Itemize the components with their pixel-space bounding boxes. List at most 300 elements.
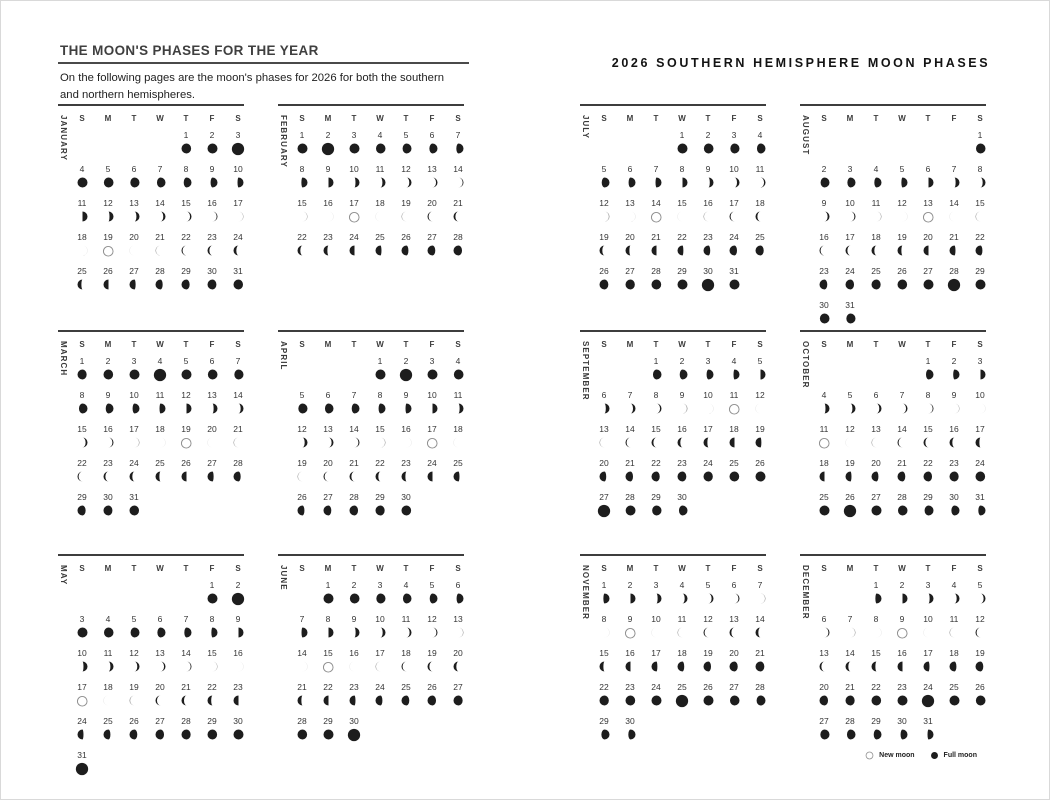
weekday-header: M <box>846 340 854 349</box>
day-cell <box>225 130 251 157</box>
full-moon-icon <box>398 367 414 383</box>
day-number: 11 <box>103 648 113 658</box>
day-cell <box>889 232 915 259</box>
moon-phase-icon <box>598 436 611 449</box>
moon-phase-icon <box>818 244 831 257</box>
intro-line-1: On the following pages are the moon's phases for 2026 for both the southern <box>60 72 444 84</box>
moon-phase-icon <box>180 142 193 155</box>
moon-phase-icon <box>754 660 767 673</box>
moon-phase <box>915 434 941 451</box>
day-cell <box>669 424 695 451</box>
day-number: 12 <box>975 614 985 624</box>
moon-phase <box>95 434 121 451</box>
moon-phase <box>811 400 837 417</box>
moon-phase <box>419 468 445 485</box>
full-moon-icon <box>230 591 246 607</box>
day-cell <box>915 492 941 519</box>
moon-phase-icon <box>180 626 193 639</box>
weekday-header: T <box>403 340 409 349</box>
day-cell <box>967 164 993 191</box>
day-number: 13 <box>819 648 829 658</box>
moon-phase <box>393 242 419 259</box>
day-number: 10 <box>651 614 661 624</box>
day-cell <box>967 390 993 417</box>
day-cell <box>69 198 95 225</box>
day-cell <box>225 458 251 485</box>
day-number: 17 <box>129 424 139 434</box>
day-number: 20 <box>923 232 933 242</box>
moon-phase-icon <box>102 504 115 517</box>
moon-phase-icon <box>870 402 883 415</box>
day-cell <box>289 198 315 225</box>
moon-phase-icon <box>702 470 715 483</box>
moon-phase <box>811 692 837 709</box>
day-number: 17 <box>729 198 739 208</box>
day-cell <box>121 164 147 191</box>
moon-phase-icon <box>676 210 689 223</box>
day-cell <box>967 580 993 607</box>
day-cell <box>967 198 993 225</box>
day-cell <box>95 390 121 417</box>
moon-phase <box>695 140 721 157</box>
day-number: 9 <box>705 164 711 174</box>
day-number: 21 <box>349 458 359 468</box>
moon-phase-icon <box>650 436 663 449</box>
day-cell <box>419 356 445 383</box>
moon-phase-icon <box>180 368 193 381</box>
moon-phase <box>393 208 419 225</box>
weekday-header: F <box>429 564 435 573</box>
day-number: 18 <box>729 424 739 434</box>
moon-phase <box>173 400 199 417</box>
day-number: 14 <box>181 648 191 658</box>
day-cell <box>837 198 863 225</box>
day-number: 27 <box>923 266 933 276</box>
full-moon-label: Full moon <box>943 752 977 759</box>
moon-phase <box>889 400 915 417</box>
day-cell <box>445 580 471 607</box>
moon-phase-icon <box>400 504 413 517</box>
day-number: 16 <box>233 648 243 658</box>
moon-phase <box>69 468 95 485</box>
moon-phase <box>591 174 617 191</box>
day-number: 17 <box>427 424 437 434</box>
moon-phase <box>669 692 695 709</box>
day-cell <box>173 356 199 383</box>
day-number: 2 <box>403 356 409 366</box>
moon-phase <box>941 658 967 675</box>
moon-phase-icon <box>676 470 689 483</box>
day-cell <box>811 300 837 327</box>
moon-phase-icon <box>102 436 115 449</box>
day-cell <box>225 580 251 607</box>
moon-phase-icon <box>728 176 741 189</box>
moon-phase-icon <box>728 368 741 381</box>
day-cell <box>173 198 199 225</box>
moon-phase <box>915 502 941 519</box>
moon-phase <box>915 400 941 417</box>
day-cell <box>341 580 367 607</box>
day-cell <box>341 198 367 225</box>
moon-phase-icon <box>206 592 219 605</box>
day-number: 7 <box>899 390 905 400</box>
day-number: 28 <box>297 716 307 726</box>
day-number: 15 <box>923 424 933 434</box>
moon-phase-icon <box>296 504 309 517</box>
moon-phase <box>95 692 121 709</box>
moon-phase-icon <box>650 176 663 189</box>
day-number: 17 <box>233 198 243 208</box>
moon-phase <box>367 624 393 641</box>
day-cell <box>669 390 695 417</box>
day-cell <box>147 198 173 225</box>
weekday-header: S <box>455 114 461 123</box>
moon-phase-icon <box>818 660 831 673</box>
day-number: 5 <box>977 580 983 590</box>
day-number: 15 <box>181 198 191 208</box>
day-number: 10 <box>703 390 713 400</box>
day-number: 20 <box>453 648 463 658</box>
day-cell <box>811 266 837 293</box>
day-cell <box>445 390 471 417</box>
moon-phase <box>341 434 367 451</box>
day-number: 20 <box>871 458 881 468</box>
moon-phase <box>199 434 225 451</box>
day-cell <box>341 648 367 675</box>
moon-phase-icon <box>974 694 987 707</box>
day-number: 10 <box>375 614 385 624</box>
moon-phase-icon <box>650 592 663 605</box>
day-cell <box>393 198 419 225</box>
day-number: 7 <box>235 356 241 366</box>
new-moon-icon <box>348 211 361 224</box>
day-number: 14 <box>755 614 765 624</box>
day-number: 17 <box>651 648 661 658</box>
moon-phase-icon <box>206 402 219 415</box>
day-cell <box>199 266 225 293</box>
day-cell <box>341 232 367 259</box>
day-cell <box>315 492 341 519</box>
day-number: 1 <box>601 580 607 590</box>
day-number: 1 <box>925 356 931 366</box>
day-cell <box>393 232 419 259</box>
day-cell <box>445 130 471 157</box>
day-cell <box>95 356 121 383</box>
moon-phase <box>669 624 695 641</box>
moon-phase <box>837 174 863 191</box>
day-number: 19 <box>755 424 765 434</box>
moon-phase <box>173 242 199 259</box>
moon-phase <box>393 590 419 607</box>
moon-phase-icon <box>154 694 167 707</box>
full-moon-icon <box>346 727 362 743</box>
moon-phase <box>915 468 941 485</box>
day-number: 3 <box>377 580 383 590</box>
day-number: 31 <box>923 716 933 726</box>
moon-phase <box>95 624 121 641</box>
moon-phase <box>915 692 941 709</box>
day-number: 27 <box>625 266 635 276</box>
day-number: 16 <box>677 424 687 434</box>
weekday-header: W <box>898 340 906 349</box>
day-cell <box>591 614 617 641</box>
moon-phase-icon <box>400 436 413 449</box>
moon-phase <box>95 726 121 743</box>
moon-phase <box>941 692 967 709</box>
day-number: 15 <box>207 648 217 658</box>
moon-phase <box>837 242 863 259</box>
moon-phase <box>747 468 773 485</box>
day-number: 11 <box>871 198 881 208</box>
day-number: 23 <box>233 682 243 692</box>
moon-phase-icon <box>374 368 387 381</box>
day-cell <box>147 648 173 675</box>
moon-phase <box>747 692 773 709</box>
month-label: MARCH <box>59 341 68 377</box>
day-cell <box>721 266 747 293</box>
day-cell <box>863 390 889 417</box>
day-number: 10 <box>845 198 855 208</box>
moon-phase <box>863 692 889 709</box>
moon-phase-icon <box>754 142 767 155</box>
day-cell <box>69 390 95 417</box>
day-cell <box>967 648 993 675</box>
moon-phase <box>289 468 315 485</box>
moon-phase <box>367 366 393 383</box>
day-cell <box>341 716 367 743</box>
day-cell <box>941 580 967 607</box>
day-cell <box>747 390 773 417</box>
new-moon-icon <box>728 403 741 416</box>
moon-phase <box>367 208 393 225</box>
day-number: 4 <box>377 130 383 140</box>
day-cell <box>941 266 967 293</box>
moon-phase <box>721 140 747 157</box>
moon-phase <box>225 726 251 743</box>
day-cell <box>643 232 669 259</box>
day-cell <box>941 682 967 709</box>
moon-phase-icon <box>922 368 935 381</box>
moon-phase-icon <box>974 626 987 639</box>
moon-phase-icon <box>676 278 689 291</box>
moon-phase-icon <box>76 278 89 291</box>
day-number: 19 <box>703 648 713 658</box>
day-cell <box>445 356 471 383</box>
moon-phase <box>289 174 315 191</box>
day-cell <box>967 232 993 259</box>
day-number: 23 <box>897 682 907 692</box>
moon-phase <box>811 468 837 485</box>
moon-phase-icon <box>400 660 413 673</box>
moon-phase <box>967 658 993 675</box>
day-number: 16 <box>349 648 359 658</box>
day-cell <box>915 266 941 293</box>
weekday-header: W <box>156 564 164 573</box>
moon-phase-icon <box>922 592 935 605</box>
new-moon-label: New moon <box>879 752 915 759</box>
moon-phase <box>695 400 721 417</box>
moon-phase <box>747 242 773 259</box>
day-cell <box>95 614 121 641</box>
new-moon-icon <box>322 661 335 674</box>
moon-phase <box>173 658 199 675</box>
day-cell <box>199 458 225 485</box>
moon-phase-icon <box>232 244 245 257</box>
day-number: 23 <box>819 266 829 276</box>
moon-phase-icon <box>896 210 909 223</box>
moon-phase <box>289 242 315 259</box>
moon-phase <box>225 590 251 607</box>
day-number: 26 <box>129 716 139 726</box>
day-number: 20 <box>129 232 139 242</box>
day-cell <box>747 580 773 607</box>
day-cell <box>419 458 445 485</box>
moon-phase <box>341 624 367 641</box>
moon-phase <box>199 726 225 743</box>
moon-phase-icon <box>154 470 167 483</box>
day-cell <box>121 390 147 417</box>
new-moon-icon <box>624 627 637 640</box>
day-number: 5 <box>705 580 711 590</box>
day-number: 11 <box>453 390 463 400</box>
moon-phase <box>69 174 95 191</box>
day-number: 16 <box>949 424 959 434</box>
day-number: 6 <box>429 130 435 140</box>
day-cell <box>121 458 147 485</box>
day-number: 3 <box>351 130 357 140</box>
moon-phase-icon <box>624 728 637 741</box>
moon-phase <box>837 400 863 417</box>
moon-phase-icon <box>76 470 89 483</box>
moon-phase-icon <box>676 504 689 517</box>
day-cell <box>289 492 315 519</box>
moon-phase <box>121 468 147 485</box>
day-number: 26 <box>897 266 907 276</box>
day-number: 7 <box>183 614 189 624</box>
day-number: 12 <box>427 614 437 624</box>
day-cell <box>643 648 669 675</box>
moon-phase <box>967 174 993 191</box>
moon-phase-icon <box>896 694 909 707</box>
moon-phase <box>199 366 225 383</box>
moon-phase <box>393 434 419 451</box>
day-cell <box>367 682 393 709</box>
moon-phase <box>367 242 393 259</box>
day-cell <box>915 390 941 417</box>
moon-phase <box>419 366 445 383</box>
moon-phase <box>643 174 669 191</box>
moon-phase <box>721 590 747 607</box>
day-cell <box>393 648 419 675</box>
day-number: 8 <box>377 390 383 400</box>
day-cell <box>315 682 341 709</box>
day-cell <box>721 390 747 417</box>
new-moon-icon <box>865 751 874 760</box>
moon-phase <box>811 658 837 675</box>
moon-phase <box>889 658 915 675</box>
day-number: 22 <box>599 682 609 692</box>
moon-phase <box>121 434 147 451</box>
moon-phase-icon <box>102 278 115 291</box>
day-cell <box>367 492 393 519</box>
moon-phase <box>837 658 863 675</box>
day-cell <box>617 390 643 417</box>
moon-phase-icon <box>974 470 987 483</box>
day-number: 24 <box>651 682 661 692</box>
day-cell <box>721 198 747 225</box>
moon-phase-icon <box>374 402 387 415</box>
day-number: 1 <box>679 130 685 140</box>
day-number: 9 <box>679 390 685 400</box>
day-cell <box>643 266 669 293</box>
day-cell <box>889 614 915 641</box>
moon-phase <box>669 208 695 225</box>
day-number: 2 <box>325 130 331 140</box>
day-cell <box>863 266 889 293</box>
moon-phase <box>669 468 695 485</box>
moon-phase <box>393 400 419 417</box>
moon-phase <box>315 242 341 259</box>
day-cell <box>837 682 863 709</box>
day-cell <box>199 198 225 225</box>
day-cell <box>617 614 643 641</box>
weekday-header: S <box>299 114 305 123</box>
moon-phase <box>121 400 147 417</box>
moon-phase <box>341 590 367 607</box>
day-cell <box>173 390 199 417</box>
moon-phase-icon <box>844 402 857 415</box>
day-number: 15 <box>375 424 385 434</box>
moon-phase <box>941 366 967 383</box>
day-cell <box>393 458 419 485</box>
moon-phase <box>445 174 471 191</box>
day-cell <box>121 682 147 709</box>
month-label: JULY <box>581 115 590 140</box>
moon-phase-icon <box>400 592 413 605</box>
weekday-header: W <box>376 114 384 123</box>
day-number: 2 <box>235 580 241 590</box>
moon-phase <box>591 208 617 225</box>
day-cell <box>591 232 617 259</box>
day-number: 6 <box>731 580 737 590</box>
day-number: 8 <box>653 390 659 400</box>
day-cell <box>967 424 993 451</box>
day-number: 16 <box>897 648 907 658</box>
moon-phase <box>367 692 393 709</box>
moon-phase-icon <box>206 660 219 673</box>
day-number: 20 <box>155 682 165 692</box>
day-number: 9 <box>899 614 905 624</box>
day-cell <box>367 232 393 259</box>
moon-phase <box>915 276 941 293</box>
moon-phase <box>617 658 643 675</box>
moon-phase-icon <box>624 176 637 189</box>
month-label: NOVEMBER <box>581 565 590 621</box>
day-cell <box>617 164 643 191</box>
day-number: 4 <box>157 356 163 366</box>
day-number: 28 <box>755 682 765 692</box>
weekday-header: F <box>429 114 435 123</box>
day-number: 9 <box>105 390 111 400</box>
moon-phase-icon <box>676 244 689 257</box>
day-cell <box>695 266 721 293</box>
day-number: 2 <box>705 130 711 140</box>
moon-phase-icon <box>154 244 167 257</box>
moon-phase <box>721 400 747 417</box>
moon-phase-icon <box>702 368 715 381</box>
day-number: 9 <box>627 614 633 624</box>
moon-phase-icon <box>728 694 741 707</box>
